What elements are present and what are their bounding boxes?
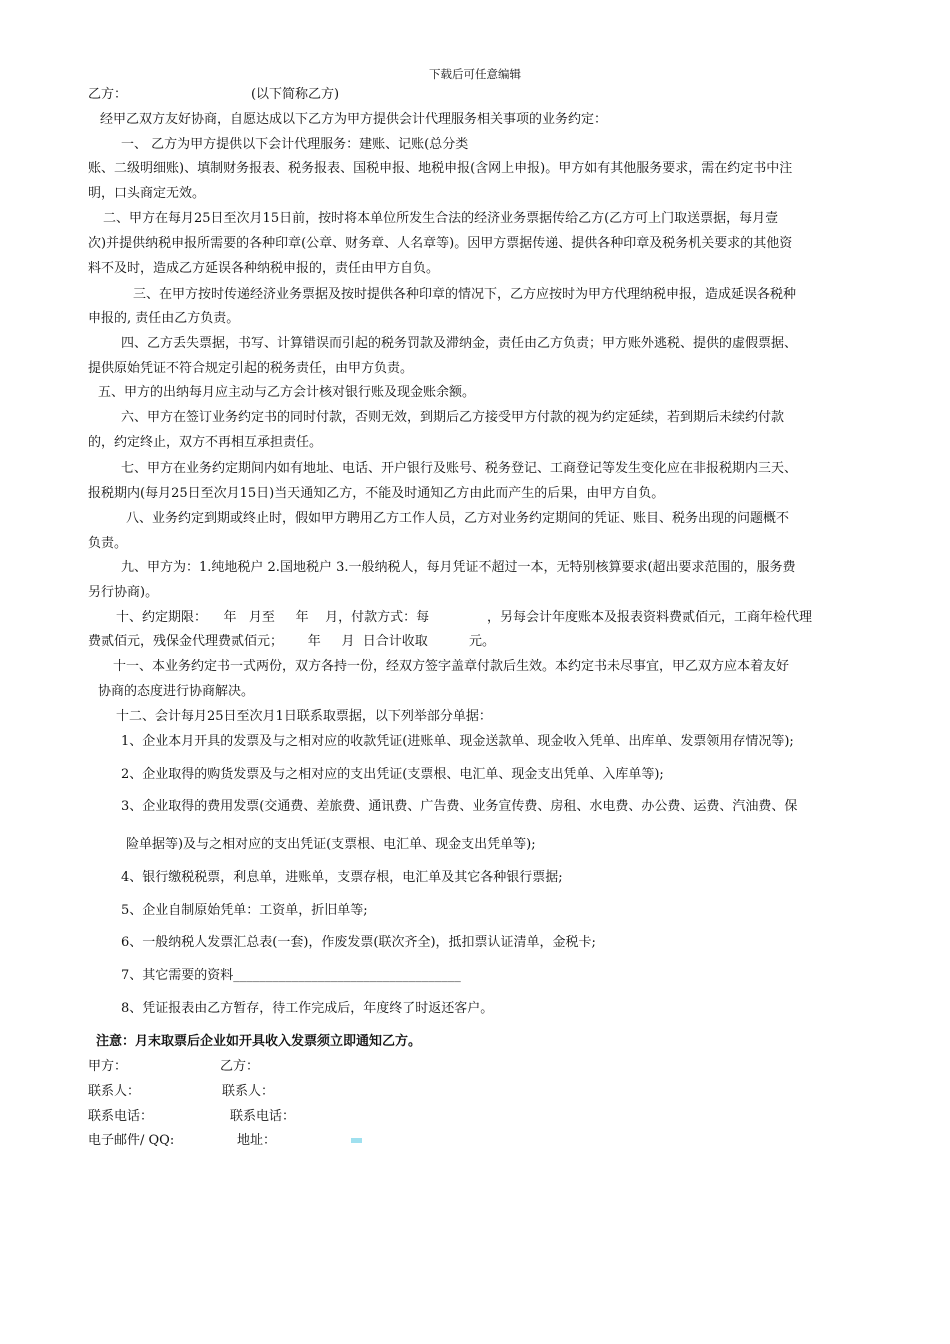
clause-3-line-2: 申报的, 责任由乙方负责。	[88, 311, 240, 326]
clause-1-line-2: 账、二级明细账)、填制财务报表、税务报表、国税申报、地税申报(含网上申报)。甲方如有其他服务要求，需在约定书中注	[88, 161, 793, 176]
clause-3-line-1: 三、在甲方按时传递经济业务票据及按时提供各种印章的情况下，乙方应按时为甲方代理纳税申报，造成延误各税种	[133, 287, 797, 302]
page-header: 下载后可任意编辑	[429, 67, 521, 81]
clause-7-line-1: 七、甲方在业务约定期间内如有地址、电话、开户银行及账号、税务登记、工商登记等发生变化应在非报税期内三天、	[121, 461, 798, 476]
list-item-1: 1、企业本月开具的发票及与之相对应的收款凭证(进账单、现金送款单、现金收入凭单、出库单、发票领用存情况等);	[121, 734, 794, 749]
clause-1-line-3: 明，口头商定无效。	[88, 186, 206, 201]
phone-b-label: 联系电话：	[230, 1109, 296, 1124]
list-item-4: 4、银行缴税税票，利息单，进账单，支票存根，电汇单及其它各种银行票据;	[121, 870, 563, 885]
phone-a-label: 联系电话：	[88, 1109, 154, 1124]
clause-2-line-1: 二、甲方在每月25日至次月15日前，按时将本单位所发生合法的经济业务票据传给乙方(乙方可上门取送票据，每月壹	[103, 211, 779, 226]
clause-9-line-1: 九、甲方为：1.纯地税户 2.国地税户 3.一般纳税人，每月凭证不超过一本，无特别核算要求(超出要求范围的，服务费	[121, 560, 796, 575]
list-item-8: 8、凭证报表由乙方暂存，待工作完成后，年度终了时返还客户。	[121, 1001, 494, 1016]
clause-11-line-2: 协商的态度进行协商解决。	[98, 684, 255, 699]
clause-7-line-2: 报税期内(每月25日至次月15日)当天通知乙方，不能及时通知乙方由此而产生的后果，由甲方自负。	[88, 486, 665, 501]
list-item-3-line-1: 3、企业取得的费用发票(交通费、差旅费、通讯费、广告费、业务宣传费、房租、水电费、办公费、运费、汽油费、保	[121, 799, 798, 814]
clause-9-line-2: 另行协商)。	[88, 585, 159, 600]
clause-11-line-1: 十一、本业务约定书一式两份，双方各持一份，经双方签字盖章付款后生效。本约定书未尽事宜，甲乙双方应本着友好	[113, 659, 790, 674]
clause-5: 五、甲方的出纳每月应主动与乙方会计核对银行账及现金账余额。	[98, 385, 476, 400]
clause-1-line-1: 一、 乙方为甲方提供以下会计代理服务：建账、记账(总分类	[121, 137, 469, 152]
address-label: 地址：	[237, 1133, 277, 1148]
clause-4-line-1: 四、乙方丢失票据，书写、计算错误而引起的税务罚款及滞纳金，责任由乙方负责；甲方账外逃税、提供的虚假票据、	[121, 336, 798, 351]
highlight-mark	[351, 1138, 362, 1143]
contact-b-label: 联系人：	[222, 1084, 275, 1099]
clause-2-line-3: 料不及时，造成乙方延误各种纳税申报的，责任由甲方自负。	[88, 261, 440, 276]
clause-10-line-2: 费贰佰元，残保金代理费贰佰元； 年 月 日合计收取 元。	[88, 634, 496, 649]
list-item-6: 6、一般纳税人发票汇总表(一套)，作废发票(联次齐全)，抵扣票认证清单，金税卡;	[121, 935, 596, 950]
preamble: 经甲乙双方友好协商，自愿达成以下乙方为甲方提供会计代理服务相关事项的业务约定：	[100, 112, 608, 127]
clause-4-line-2: 提供原始凭证不符合规定引起的税务责任，由甲方负责。	[88, 361, 414, 376]
clause-8-line-2: 负责。	[88, 536, 128, 551]
email-label: 电子邮件/ QQ:	[88, 1133, 175, 1148]
list-item-3-line-2: 险单据等)及与之相对应的支出凭证(支票根、电汇单、现金支出凭单等);	[126, 837, 536, 852]
party-b-label: 乙方：	[220, 1059, 260, 1074]
notice: 注意：月末取票后企业如开具收入发票须立即通知乙方。	[96, 1034, 422, 1049]
clause-2-line-2: 次)并提供纳税申报所需要的各种印章(公章、财务章、人名章等)。因甲方票据传递、提供各种印章及税务机关要求的其他资	[88, 236, 793, 251]
party-a-label: 甲方：	[88, 1059, 128, 1074]
list-item-7: 7、其它需要的资料___________________________________	[121, 968, 461, 983]
party-b-intro: 乙方： (以下简称乙方)	[88, 87, 340, 102]
list-item-2: 2、企业取得的购货发票及与之相对应的支出凭证(支票根、电汇单、现金支出凭单、入库单等);	[121, 767, 664, 782]
clause-6-line-2: 的，约定终止，双方不再相互承担责任。	[88, 435, 323, 450]
clause-8-line-1: 八、业务约定到期或终止时，假如甲方聘用乙方工作人员，乙方对业务约定期间的凭证、账目、税务出现的问题概不	[126, 511, 790, 526]
list-item-5: 5、企业自制原始凭单：工资单，折旧单等;	[121, 903, 368, 918]
clause-12-intro: 十二、会计每月25日至次月1日联系取票据，以下列举部分单据：	[116, 709, 492, 724]
clause-6-line-1: 六、甲方在签订业务约定书的同时付款，否则无效，到期后乙方接受甲方付款的视为约定延续，若到期后未续约付款	[121, 410, 785, 425]
clause-10-line-1: 十、约定期限： 年 月至 年 月，付款方式：每 ，另每会计年度账本及报表资料费贰佰元，工商年检代理	[116, 610, 812, 625]
contact-a-label: 联系人：	[88, 1084, 141, 1099]
